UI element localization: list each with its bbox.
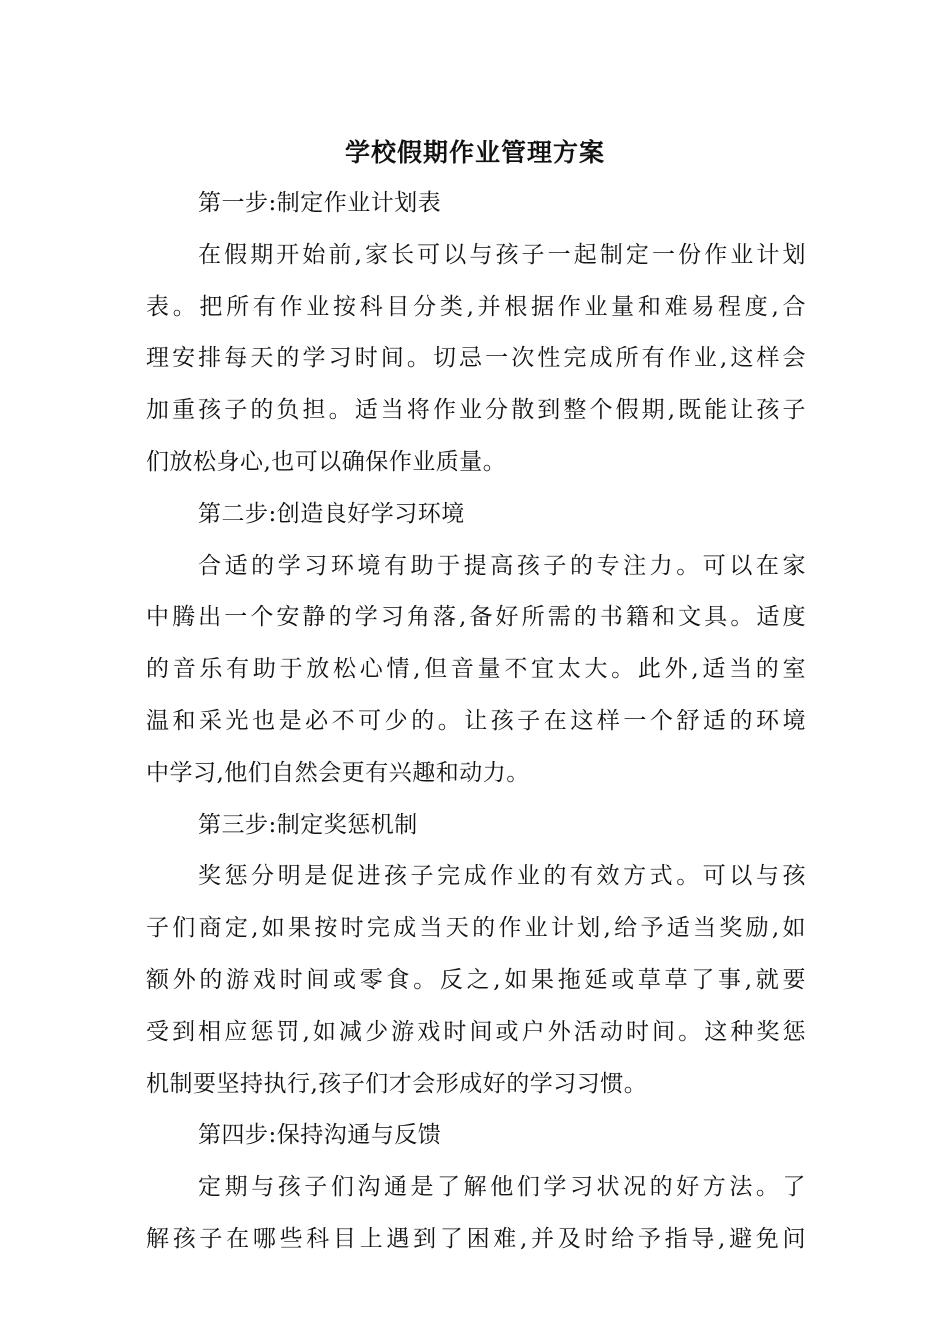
paragraph-line: 在假期开始前,家长可以与孩子一起制定一份作业计划: [198, 241, 806, 268]
paragraph-line: 额外的游戏时间或零食。反之,如果拖延或草草了事,就要: [146, 966, 806, 993]
paragraph-line: 的音乐有助于放松心情,但音量不宜太大。此外,适当的室: [146, 656, 806, 683]
paragraph-line: 合适的学习环境有助于提高孩子的专注力。可以在家: [198, 552, 806, 579]
paragraph-line: 温和采光也是必不可少的。让孩子在这样一个舒适的环境: [146, 707, 806, 734]
document-body: [146, 178, 806, 1266]
paragraph-line: 加重孩子的负担。适当将作业分散到整个假期,既能让孩子: [146, 397, 806, 424]
section-heading-3: 第三步:制定奖惩机制: [198, 811, 418, 838]
paragraph-line: 受到相应惩罚,如减少游戏时间或户外活动时间。这种奖惩: [146, 1018, 806, 1045]
paragraph-line: 中学习,他们自然会更有兴趣和动力。: [146, 759, 530, 786]
paragraph-line: 理安排每天的学习时间。切忌一次性完成所有作业,这样会: [146, 345, 806, 372]
paragraph-line: 奖惩分明是促进孩子完成作业的有效方式。可以与孩: [198, 863, 806, 890]
paragraph-line: 们放松身心,也可以确保作业质量。: [146, 448, 507, 475]
document-title: 学校假期作业管理方案: [344, 138, 605, 167]
paragraph-line: 表。把所有作业按科目分类,并根据作业量和难易程度,合: [146, 293, 806, 320]
paragraph-line: 中腾出一个安静的学习角落,备好所需的书籍和文具。适度: [146, 604, 806, 631]
section-heading-1: 第一步:制定作业计划表: [198, 190, 442, 216]
paragraph-line: 定期与孩子们沟通是了解他们学习状况的好方法。了: [198, 1174, 806, 1201]
section-heading-2: 第二步:创造良好学习环境: [198, 500, 465, 527]
paragraph-line: 解孩子在哪些科目上遇到了困难,并及时给予指导,避免问: [146, 1225, 806, 1252]
section-heading-4: 第四步:保持沟通与反馈: [198, 1122, 442, 1149]
paragraph-line: 子们商定,如果按时完成当天的作业计划,给予适当奖励,如: [146, 915, 806, 942]
paragraph-line: 机制要坚持执行,孩子们才会形成好的学习习惯。: [146, 1070, 648, 1097]
